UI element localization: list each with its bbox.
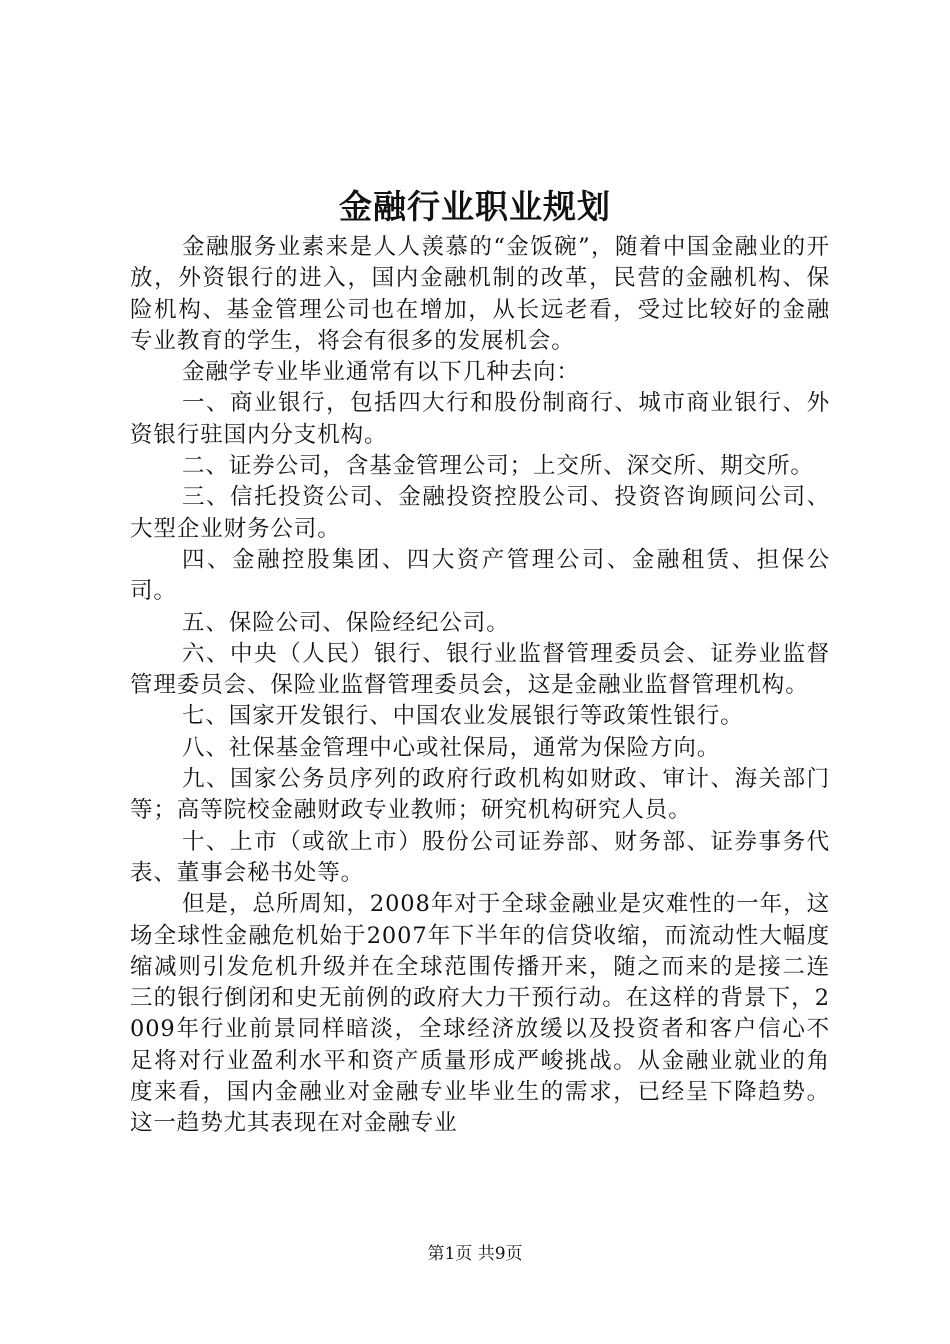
paragraph-item-5: 五、保险公司、保险经纪公司。 — [182, 609, 510, 636]
paragraph-item-4: 四、金融控股集团、四大资产管理公司、金融租赁、担保公司。 — [130, 546, 830, 605]
paragraph-item-7: 七、国家开发银行、中国农业发展银行等政策性银行。 — [182, 703, 744, 730]
paragraph-item-10: 十、上市（或欲上市）股份公司证券部、财务部、证券事务代表、董事会秘书处等。 — [130, 828, 830, 886]
paragraph-item-3: 三、信托投资公司、金融投资控股公司、投资咨询顾问公司、大型企业财务公司。 — [130, 484, 830, 542]
paragraph-item-8: 八、社保基金管理中心或社保局，通常为保险方向。 — [182, 734, 721, 761]
document-title: 金融行业职业规划 — [339, 187, 611, 226]
page-footer: 第1页 共9页 — [427, 1244, 523, 1264]
paragraph-intro: 金融服务业素来是人人羡慕的“金饭碗”，随着中国金融业的开放，外资银行的进入，国内金融机制的改革，民营的金融机构、保险机构、基金管理公司也在增加，从长远老看，受过比较好的金融专业教育的学生，将会有很多的发展机会。 — [130, 234, 830, 354]
paragraph-item-1: 一、商业银行，包括四大行和股份制商行、城市商业银行、外资银行驻国内分支机构。 — [130, 390, 830, 448]
paragraph-item-2: 二、证券公司，含基金管理公司；上交所、深交所、期交所。 — [182, 453, 814, 480]
paragraph-item-6: 六、中央（人民）银行、银行业监督管理委员会、证券业监督管理委员会、保险业监督管理委员会，这是金融业监督管理机构。 — [130, 640, 830, 699]
paragraph-outlook: 但是，总所周知，2008年对于全球金融业是灾难性的一年，这场全球性金融危机始于2007年下半年的信贷收缩，而流动性大幅度缩减则引发危机升级并在全球范围传播开来，随之而来的是接二连三的银行倒闭和史无前例的政府大力干预行动。在这样的背景下，2009年行业前景同样暗淡，全球经济放缓以及投资者和客户信心不足将对行业盈利水平和资产质量形成严峻挑战。从金融业就业的角度来看，国内金融业对金融专业毕业生的需求，已经呈下降趋势。这一趋势尤其表现在对金融专业 — [130, 891, 830, 1137]
document-body — [130, 232, 830, 1140]
paragraph-destinations-heading: 金融学专业毕业通常有以下几种去向： — [182, 359, 580, 386]
paragraph-item-9: 九、国家公务员序列的政府行政机构如财政、审计、海关部门等；高等院校金融财政专业教师；研究机构研究人员。 — [130, 766, 830, 824]
